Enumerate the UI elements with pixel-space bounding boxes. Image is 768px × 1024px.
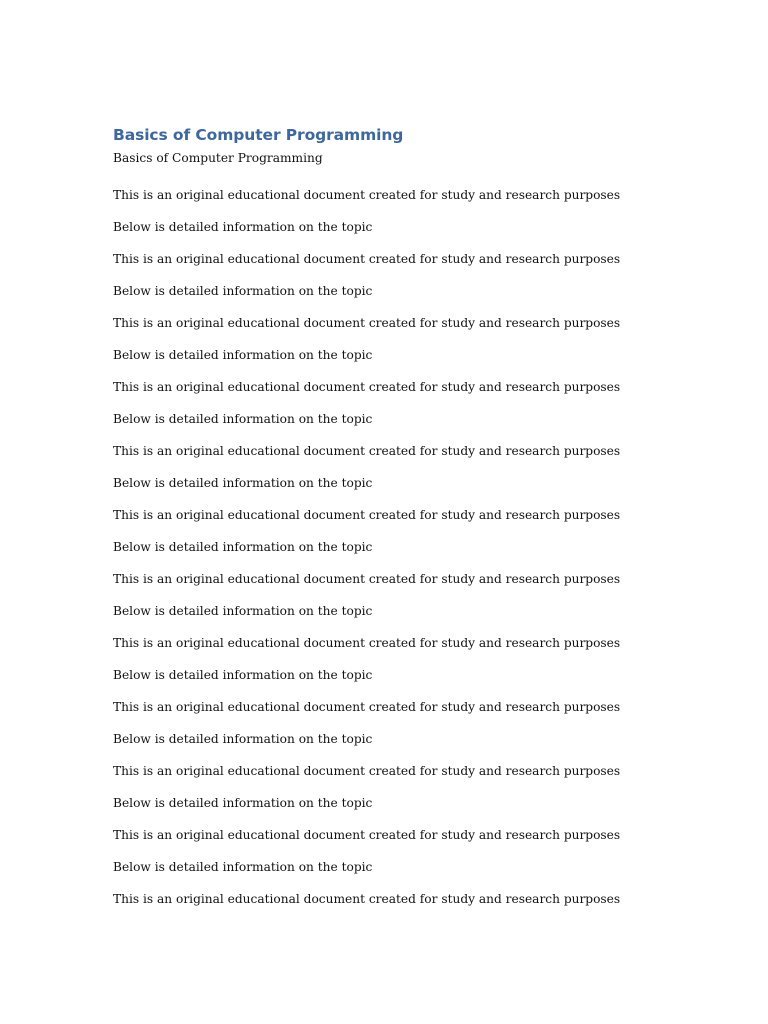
paragraph: Below is detailed information on the topic	[113, 412, 373, 426]
paragraph: This is an original educational document created for study and research purposes	[113, 252, 621, 266]
paragraph: This is an original educational document created for study and research purposes	[113, 316, 621, 330]
paragraph: Below is detailed information on the topic	[113, 220, 373, 234]
paragraph: This is an original educational document created for study and research purposes	[113, 572, 621, 586]
paragraph: Below is detailed information on the topic	[113, 604, 373, 618]
paragraph: This is an original educational document created for study and research purposes	[113, 636, 621, 650]
paragraph: Below is detailed information on the topic	[113, 668, 373, 682]
document-content	[113, 124, 673, 921]
paragraph: Below is detailed information on the topic	[113, 540, 373, 554]
paragraph: Below is detailed information on the topic	[113, 796, 373, 810]
paragraph: Below is detailed information on the topic	[113, 476, 373, 490]
document-body	[113, 185, 673, 909]
paragraph: This is an original educational document created for study and research purposes	[113, 828, 621, 842]
document-subtitle: Basics of Computer Programming	[113, 151, 323, 165]
paragraph: Below is detailed information on the topic	[113, 732, 373, 746]
paragraph: This is an original educational document created for study and research purposes	[113, 188, 621, 202]
document-heading: Basics of Computer Programming	[113, 126, 404, 144]
paragraph: This is an original educational document created for study and research purposes	[113, 380, 621, 394]
paragraph: This is an original educational document created for study and research purposes	[113, 892, 621, 906]
paragraph: This is an original educational document created for study and research purposes	[113, 508, 621, 522]
paragraph: Below is detailed information on the topic	[113, 348, 373, 362]
paragraph: This is an original educational document created for study and research purposes	[113, 764, 621, 778]
paragraph: This is an original educational document created for study and research purposes	[113, 700, 621, 714]
paragraph: This is an original educational document created for study and research purposes	[113, 444, 621, 458]
paragraph: Below is detailed information on the topic	[113, 284, 373, 298]
paragraph: Below is detailed information on the topic	[113, 860, 373, 874]
